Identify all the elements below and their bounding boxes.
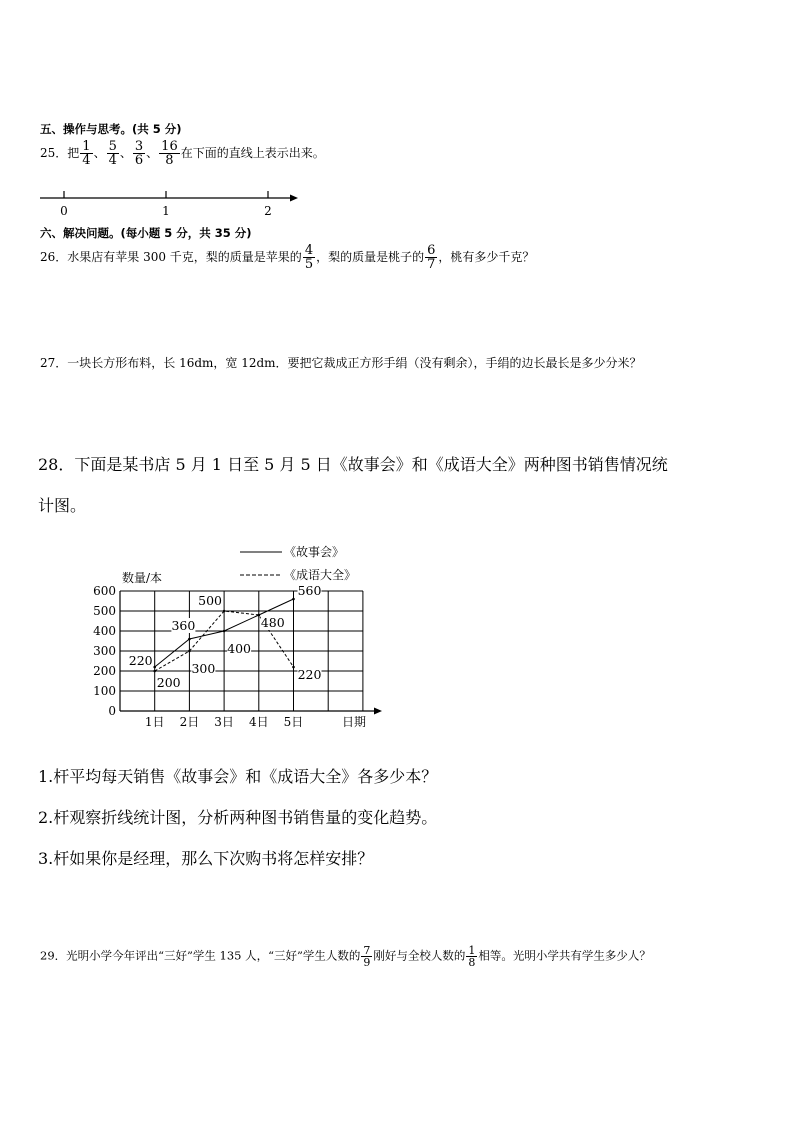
fraction-16-8: $\frac{16}{8}$ — [161, 139, 178, 168]
y-tick-label: 600 — [93, 584, 116, 598]
separator: 、 — [93, 146, 106, 160]
data-label: 220 — [297, 667, 322, 682]
q26-text-2: ，梨的质量是桃子的 — [316, 250, 425, 264]
tick-label-2: 2 — [264, 204, 272, 218]
y-tick-label: 100 — [93, 684, 116, 698]
fraction-7-9: $\frac{7}{9}$ — [363, 944, 371, 969]
section-5-title: 五、操作与思考。(共 5 分) — [40, 122, 182, 136]
question-26 — [40, 244, 534, 271]
y-tick-label: 400 — [93, 624, 116, 638]
data-label: 200 — [156, 675, 181, 690]
data-label: 360 — [171, 618, 196, 633]
data-label: 500 — [198, 593, 223, 608]
separator: 、 — [146, 146, 159, 160]
question-28-line-2: 计图。 — [38, 496, 87, 515]
tick-label-0: 0 — [60, 204, 68, 218]
legend-label-idiom: 《成语大全》 — [284, 568, 357, 582]
number-line — [36, 188, 306, 222]
y-tick-label: 500 — [93, 604, 116, 618]
data-label: 400 — [227, 641, 252, 656]
data-point — [223, 630, 226, 633]
fraction-6-7: $\frac{6}{7}$ — [427, 243, 436, 272]
q29-text-2: 刚好与全校人数的 — [373, 948, 466, 963]
data-point — [188, 650, 191, 653]
y-tick-label: 0 — [108, 704, 116, 718]
question-25 — [40, 140, 325, 167]
y-tick-label: 300 — [93, 644, 116, 658]
y-tick-label: 200 — [93, 664, 116, 678]
x-tick-label: 2日 — [179, 715, 200, 729]
y-axis-label: 数量/本 — [122, 571, 163, 585]
fraction-1-4: $\frac{1}{4}$ — [82, 139, 91, 168]
q25-prefix: 25．把 — [40, 146, 80, 160]
data-point — [188, 638, 191, 641]
data-point — [153, 670, 156, 673]
data-point — [258, 614, 261, 617]
arrow-icon — [290, 195, 298, 202]
q26-text-3: ，桃有多少千克？ — [438, 250, 535, 264]
data-point — [292, 666, 295, 669]
question-29 — [40, 945, 651, 968]
q26-text-1: 26．水果店有苹果 300 千克，梨的质量是苹果的 — [40, 250, 302, 264]
x-tick-label: 3日 — [214, 715, 234, 729]
q29-text-3: 相等。光明小学共有学生多少人？ — [478, 948, 651, 963]
section-6-title: 六、解决问题。(每小题 5 分，共 35 分) — [40, 226, 252, 240]
fraction-3-6: $\frac{3}{6}$ — [134, 139, 144, 168]
data-label: 480 — [260, 615, 285, 630]
line-chart — [90, 540, 390, 735]
x-tick-label: 1日 — [144, 715, 165, 729]
question-28-sub-3: 3.杆如果你是经理，那么下次购书将怎样安排？ — [38, 849, 374, 868]
data-label: 560 — [297, 583, 322, 598]
fraction-4-5: $\frac{4}{5}$ — [304, 243, 314, 272]
x-tick-label: 5日 — [283, 715, 304, 729]
question-28-sub-2: 2.杆观察折线统计图，分析两种图书销售量的变化趋势。 — [38, 808, 438, 827]
data-label: 300 — [191, 661, 216, 676]
q29-text-1: 29．光明小学今年评出“三好”学生 135 人，“三好”学生人数的 — [40, 948, 361, 963]
fraction-1-8: $\frac{1}{8}$ — [468, 944, 476, 969]
legend-label-story: 《故事会》 — [284, 545, 345, 559]
tick-label-1: 1 — [162, 204, 170, 218]
x-tick-label: 4日 — [248, 715, 269, 729]
fraction-5-4: $\frac{5}{4}$ — [108, 139, 117, 168]
question-27: 27．一块长方形布料，长 16dm，宽 12dm．要把它裁成正方形手绢（没有剩余），手绢的边长最长是多少分米？ — [40, 356, 642, 370]
x-axis-label: 日期 — [342, 715, 367, 729]
data-label: 220 — [128, 653, 153, 668]
separator: 、 — [119, 146, 132, 160]
data-point — [292, 598, 295, 601]
data-point — [153, 666, 156, 669]
question-28-sub-1: 1.杆平均每天销售《故事会》和《成语大全》各多少本？ — [38, 767, 438, 786]
x-axis-arrow-icon — [374, 708, 382, 715]
question-28-line-1: 28．下面是某书店 5 月 1 日至 5 月 5 日《故事会》和《成语大全》两种图书销售情况统 — [38, 455, 668, 474]
q25-tail: 在下面的直线上表示出来。 — [180, 146, 325, 160]
data-point — [223, 610, 226, 613]
